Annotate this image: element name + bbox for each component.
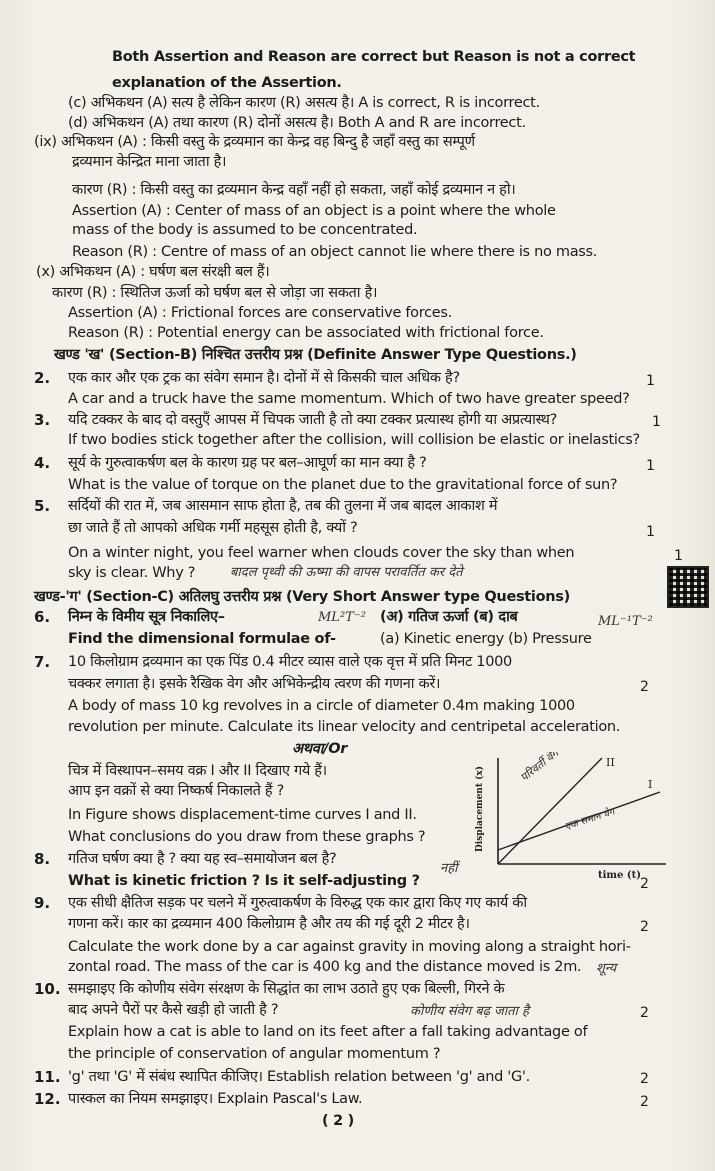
- q-marks: 2: [640, 1005, 649, 1021]
- q-ix-assertion-2: mass of the body is assumed to be concentrated.: [72, 222, 418, 238]
- q-marks: 2: [640, 1094, 649, 1110]
- q-marks: 2: [640, 919, 649, 935]
- q5-english-1: On a winter night, you feel warner when clouds cover the sky than when: [68, 545, 575, 561]
- page-number: ( 2 ): [322, 1113, 354, 1129]
- q-number: 6.: [34, 608, 51, 626]
- q6-english-options: (a) Kinetic energy (b) Pressure: [380, 631, 592, 647]
- q-number: 7.: [34, 653, 51, 671]
- q8-hindi: गतिज घर्षण क्या है ? क्या यह स्व–समायोजन बल है?: [68, 851, 337, 867]
- q-marks: 1: [674, 548, 683, 564]
- q-number: 11.: [34, 1068, 61, 1086]
- option-c: (c) अभिकथन (A) सत्य है लेकिन कारण (R) असत्य है। A is correct, R is incorrect.: [68, 95, 540, 111]
- q4-hindi: सूर्य के गुरुत्वाकर्षण बल के कारण ग्रह पर बल–आघूर्ण का मान क्या है ?: [68, 455, 427, 471]
- section-c-heading: खण्ड-'ग' (Section-C) अतिलघु उत्तरीय प्रश्न (Very Short Answer type Questions): [34, 589, 570, 605]
- q-ix-reason-hindi: कारण (R) : किसी वस्तु का द्रव्यमान केन्द्र वहाँ नहीं हो सकता, जहाँ कोई द्रव्यमान न हो।: [72, 182, 516, 198]
- q-ix-assertion-1: Assertion (A) : Center of mass of an object is a point where the whole: [72, 203, 556, 219]
- q-x-hindi-1: (x) अभिकथन (A) : घर्षण बल संरक्षी बल हैं।: [36, 264, 270, 280]
- handwritten-note: बादल पृथ्वी की ऊष्मा की वापस परावर्तित कर देते: [230, 565, 463, 580]
- q7-hindi-2: चक्कर लगाता है। इसके रैखिक वेग और अभिकेन्द्रीय त्वरण की गणना करें।: [68, 676, 441, 692]
- q10-hindi-2: बाद अपने पैरों पर कैसे खड़ी हो जाती है ?: [68, 1002, 279, 1018]
- q3-hindi: यदि टक्कर के बाद दो वस्तुएँ आपस में चिपक जाती है तो क्या टक्कर प्रत्यास्थ होगी या अप्रत्यास्थ?: [68, 412, 558, 428]
- option-b-text-1: Both Assertion and Reason are correct but Reason is not a correct: [112, 49, 636, 65]
- handwritten-curve-i: एक समान वेग: [563, 806, 617, 833]
- q-marks: 2: [640, 679, 649, 695]
- q2-english: A car and a truck have the same momentum. Which of two have greater speed?: [68, 391, 630, 407]
- q-x-hindi-2: कारण (R) : स्थितिज ऊर्जा को घर्षण बल से जोड़ा जा सकता है।: [52, 285, 378, 301]
- qr-code: [667, 566, 709, 608]
- q7-or-hindi-2: आप इन वक्रों से क्या निष्कर्ष निकालते हैं ?: [68, 783, 285, 799]
- q6-hindi: निम्न के विमीय सूत्र निकालिए–: [68, 609, 225, 625]
- q-number: 4.: [34, 454, 51, 472]
- q7-english-2: revolution per minute. Calculate its linear velocity and centripetal acceleration.: [68, 719, 621, 735]
- or-divider: अथवा/Or: [292, 741, 348, 757]
- q5-english-2: sky is clear. Why ?: [68, 565, 196, 581]
- q2-hindi: एक कार और एक ट्रक का संवेग समान है। दोनों में से किसकी चाल अधिक है?: [68, 370, 460, 386]
- handwritten-answer-2: ML⁻¹T⁻²: [598, 614, 653, 629]
- q11: 'g' तथा 'G' में संबंध स्थापित कीजिए। Establish relation between 'g' and 'G'.: [68, 1069, 530, 1085]
- q9-english-2: zontal road. The mass of the car is 400 kg and the distance moved is 2m.: [68, 959, 582, 975]
- q-ix-reason: Reason (R) : Centre of mass of an object cannot lie where there is no mass.: [72, 244, 598, 260]
- curve-ii: [498, 758, 602, 864]
- displacement-time-graph: [470, 752, 670, 882]
- q10-english-2: the principle of conservation of angular momentum ?: [68, 1046, 441, 1062]
- q-marks: 2: [640, 1071, 649, 1087]
- handwritten-answer-1: ML²T⁻²: [318, 610, 366, 625]
- q6-hindi-options: (अ) गतिज ऊर्जा (ब) दाब: [380, 609, 518, 625]
- q5-hindi-1: सर्दियों की रात में, जब आसमान साफ होता है, तब की तुलना में जब बादल आकाश में: [68, 498, 498, 514]
- y-axis-label: Displacement (x): [475, 765, 485, 852]
- q7-english-1: A body of mass 10 kg revolves in a circle of diameter 0.4m making 1000: [68, 698, 575, 714]
- q-x-assertion: Assertion (A) : Frictional forces are conservative forces.: [68, 305, 452, 321]
- q12: पास्कल का नियम समझाइए। Explain Pascal's Law.: [68, 1091, 363, 1107]
- q9-hindi-1: एक सीधी क्षैतिज सड़क पर चलने में गुरुत्वाकर्षण के विरुद्ध एक कार द्वारा किए गए कार्य की: [68, 895, 527, 911]
- q4-english: What is the value of torque on the planet due to the gravitational force of sun?: [68, 477, 618, 493]
- q-number: 3.: [34, 411, 51, 429]
- q-number: 12.: [34, 1090, 61, 1108]
- q-marks: 1: [646, 524, 655, 540]
- q-number: 2.: [34, 369, 51, 387]
- section-b-heading: खण्ड 'ख' (Section-B) निश्चित उत्तरीय प्रश्न (Definite Answer Type Questions.): [54, 347, 577, 363]
- q7-or-english-1: In Figure shows displacement-time curves I and II.: [68, 807, 417, 823]
- q3-english: If two bodies stick together after the collision, will collision be elastic or inelastics?: [68, 432, 640, 448]
- q-number: 10.: [34, 980, 61, 998]
- q7-or-hindi-1: चित्र में विस्थापन–समय वक्र I और II दिखाए गये हैं।: [68, 763, 327, 779]
- option-b-text-2: explanation of the Assertion.: [112, 75, 342, 91]
- handwritten-answer-4: शून्य: [596, 961, 617, 976]
- handwritten-curve-ii: परिवर्ती वेग: [517, 752, 562, 785]
- q-marks: 1: [646, 458, 655, 474]
- q9-english-1: Calculate the work done by a car against gravity in moving along a straight hori-: [68, 939, 631, 955]
- q-marks: 1: [652, 414, 661, 430]
- q8-english: What is kinetic friction ? Is it self-adjusting ?: [68, 873, 420, 889]
- q-x-reason: Reason (R) : Potential energy can be associated with frictional force.: [68, 325, 544, 341]
- option-d: (d) अभिकथन (A) तथा कारण (R) दोनों असत्य है। Both A and R are incorrect.: [68, 115, 526, 131]
- q-marks: 1: [646, 373, 655, 389]
- q5-hindi-2: छा जाते हैं तो आपको अधिक गर्मी महसूस होती है, क्यों ?: [68, 520, 358, 536]
- q-number: 5.: [34, 497, 51, 515]
- curve-label-i: I: [648, 778, 653, 791]
- q-ix-hindi-1: (ix) अभिकथन (A) : किसी वस्तु के द्रव्यमान का केन्द्र वह बिन्दु है जहाँ वस्तु का सम्पूर्ण: [34, 134, 475, 150]
- q-number: 9.: [34, 894, 51, 912]
- curve-label-ii: II: [606, 756, 615, 769]
- q-marks: 2: [640, 876, 649, 892]
- q-number: 8.: [34, 850, 51, 868]
- q-ix-hindi-2: द्रव्यमान केन्द्रित माना जाता है।: [72, 154, 227, 170]
- q7-hindi-1: 10 किलोग्राम द्रव्यमान का एक पिंड 0.4 मीटर व्यास वाले एक वृत्त में प्रति मिनट 1000: [68, 654, 512, 670]
- q9-hindi-2: गणना करें। कार का द्रव्यमान 400 किलोग्राम है और तय की गई दूरी 2 मीटर है।: [68, 916, 470, 932]
- x-axis-label: time (t): [598, 870, 641, 881]
- handwritten-answer-5: कोणीय संवेग बढ़ जाता है: [410, 1004, 529, 1019]
- q7-or-english-2: What conclusions do you draw from these graphs ?: [68, 829, 426, 845]
- q10-english-1: Explain how a cat is able to land on its feet after a fall taking advantage of: [68, 1024, 588, 1040]
- q6-english: Find the dimensional formulae of-: [68, 631, 336, 647]
- handwritten-answer-3: नहीं: [440, 861, 458, 876]
- q10-hindi-1: समझाइए कि कोणीय संवेग संरक्षण के सिद्धांत का लाभ उठाते हुए एक बिल्ली, गिरने के: [68, 981, 505, 997]
